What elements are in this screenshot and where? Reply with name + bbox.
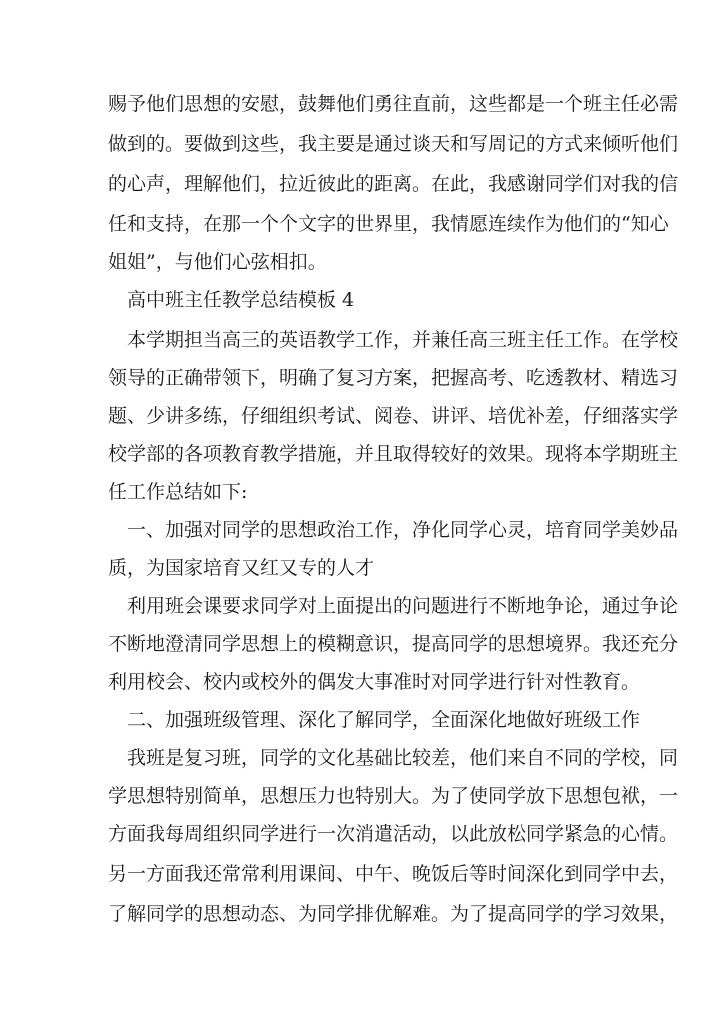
paragraph-line: 方面我每周组织同学进行一次消遣活动，以此放松同学紧急的心情。 (108, 823, 679, 845)
paragraph-line: 我班是复习班，同学的文化基础比较差，他们来自不同的学校，同 (127, 747, 679, 769)
paragraph-line: 做到的。要做到这些，我主要是通过谈天和写周记的方式来倾听他们 (108, 133, 679, 155)
paragraph-line: 姐姐”，与他们心弦相扣。 (108, 251, 327, 273)
paragraph-line: 任和支持，在那一个个文字的世界里，我情愿连续作为他们的“知心 (108, 213, 669, 235)
paragraph-line: 利用班会课要求同学对上面提出的问题进行不断地争论，通过争论 (127, 595, 679, 617)
paragraph-line: 赐予他们思想的安慰，鼓舞他们勇往直前，这些都是一个班主任必需 (108, 93, 679, 115)
paragraph-line: 的心声，理解他们，拉近彼此的距离。在此，我感谢同学们对我的信 (108, 173, 679, 195)
paragraph-line: 另一方面我还常常利用课间、中午、晚饭后等时间深化到同学中去， (108, 863, 679, 885)
paragraph-line: 题、少讲多练，仔细组织考试、阅卷、讲评、培优补差，仔细落实学 (108, 405, 679, 427)
paragraph-line: 利用校会、校内或校外的偶发大事准时对同学进行针对性教育。 (108, 671, 641, 693)
paragraph-line: 本学期担当高三的英语教学工作，并兼任高三班主任工作。在学校 (127, 329, 679, 351)
paragraph-line: 学思想特别简单，思想压力也特别大。为了使同学放下思想包袱，一 (108, 785, 679, 807)
paragraph-line: 任工作总结如下: (108, 481, 248, 503)
section-heading: 高中班主任教学总结模板 4 (127, 289, 355, 311)
subheading-line: 一、加强对同学的思想政治工作，净化同学心灵，培育同学美妙品 (127, 519, 679, 541)
subheading-line: 质，为国家培育又红又专的人才 (108, 557, 375, 579)
subheading-line: 二、加强班级管理、深化了解同学，全面深化地做好班级工作 (127, 709, 641, 731)
paragraph-line: 领导的正确带领下，明确了复习方案，把握高考、吃透教材、精选习 (108, 367, 679, 389)
paragraph-line: 不断地澄清同学思想上的模糊意识，提高同学的思想境界。我还充分 (108, 633, 679, 655)
paragraph-line: 了解同学的思想动态、为同学排优解难。为了提高同学的学习效果， (108, 903, 679, 925)
paragraph-line: 校学部的各项教育教学措施，并且取得较好的效果。现将本学期班主 (108, 443, 679, 465)
